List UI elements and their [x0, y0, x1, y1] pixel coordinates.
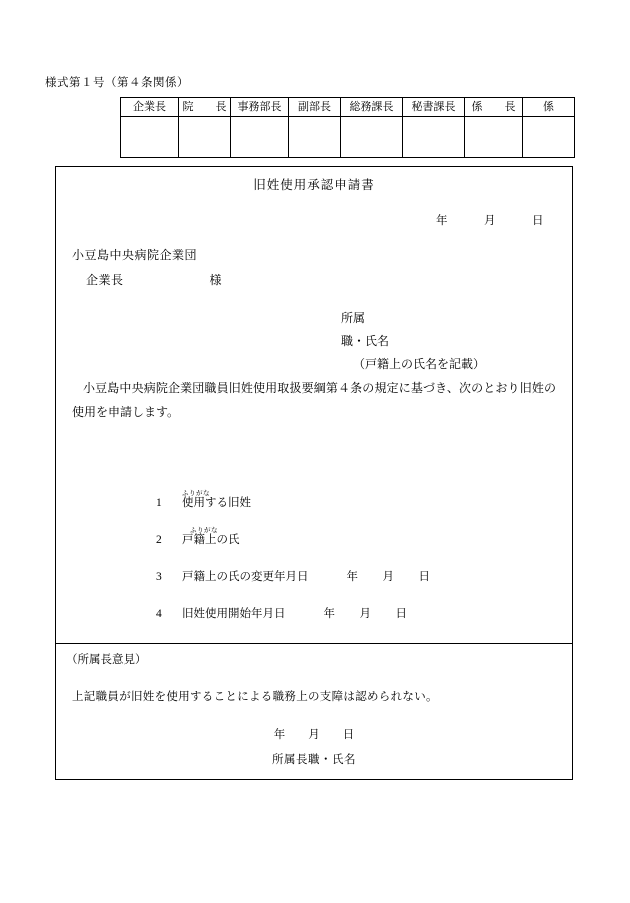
item-label: 旧姓使用開始年月日: [182, 608, 286, 620]
application-main-box: [55, 166, 573, 644]
stamp-col-header: 院 長: [179, 98, 231, 117]
item-number: 2: [156, 534, 162, 546]
body-paragraph: [72, 376, 556, 424]
stamp-col-header: 総務課長: [341, 98, 403, 117]
body-line-2: の使用を申請します。: [72, 381, 556, 419]
addressee-line: [86, 271, 222, 288]
list-item: [156, 605, 556, 642]
stamp-cell[interactable]: [289, 117, 341, 158]
table-row: [121, 98, 575, 117]
opinion-signature-label[interactable]: 所属長職・氏名: [272, 754, 356, 766]
supervisor-opinion-box: [55, 644, 573, 780]
furigana-annotation: ふりがな: [182, 490, 210, 497]
page-title: 旧姓使用承認申請書: [253, 178, 375, 192]
stamp-cell[interactable]: [121, 117, 179, 158]
stamp-col-header: 副部長: [289, 98, 341, 117]
stamp-col-header: 係 長: [465, 98, 523, 117]
body-line-1: 小豆島中央病院企業団職員旧姓使用取扱要綱第４条の規定に基づき、次のとおり旧姓: [83, 381, 544, 395]
stamp-cell[interactable]: [179, 117, 231, 158]
stamp-col-header: 企業長: [121, 98, 179, 117]
stamp-cell[interactable]: [341, 117, 403, 158]
addressee-honorific: 様: [209, 273, 223, 287]
stamp-col-header: 係: [523, 98, 575, 117]
opinion-section-label: （所属長意見）: [66, 654, 147, 666]
table-row: [121, 117, 575, 158]
stamp-cell[interactable]: [523, 117, 575, 158]
item-label: 戸籍上の氏: [182, 534, 240, 546]
applicant-block: [341, 307, 485, 376]
item-label: 使用する旧姓: [182, 497, 251, 509]
stamp-cell[interactable]: [465, 117, 523, 158]
item-label: 戸籍上の氏の変更年月日: [182, 571, 309, 583]
application-items: [156, 490, 556, 642]
application-date[interactable]: 年 月 日: [436, 215, 544, 227]
furigana-annotation: ふりがな: [190, 527, 218, 534]
item-number: 1: [156, 497, 162, 509]
opinion-statement: 上記職員が旧姓を使用することによる職務上の支障は認められない。: [72, 691, 438, 703]
stamp-col-header: 事務部長: [231, 98, 289, 117]
list-item: [156, 568, 556, 605]
addressee-title: 企業長: [86, 273, 124, 287]
opinion-date[interactable]: 年 月 日: [273, 729, 355, 741]
applicant-name-label[interactable]: 職・氏名: [341, 334, 390, 348]
item-date-value[interactable]: 年 月 日: [323, 608, 408, 620]
stamp-cell[interactable]: [231, 117, 289, 158]
item-number: 3: [156, 571, 162, 583]
item-date-value[interactable]: 年 月 日: [346, 571, 431, 583]
list-item: [156, 527, 556, 568]
applicant-affiliation-label[interactable]: 所属: [341, 311, 366, 325]
addressee-organization: 小豆島中央病院企業団: [72, 248, 198, 262]
approval-stamp-table: [120, 97, 575, 158]
form-number: 様式第１号（第４条関係）: [45, 77, 189, 89]
stamp-cell[interactable]: [403, 117, 465, 158]
item-number: 4: [156, 608, 162, 620]
applicant-name-note: （戸籍上の氏名を記載）: [353, 357, 486, 371]
stamp-col-header: 秘書課長: [403, 98, 465, 117]
